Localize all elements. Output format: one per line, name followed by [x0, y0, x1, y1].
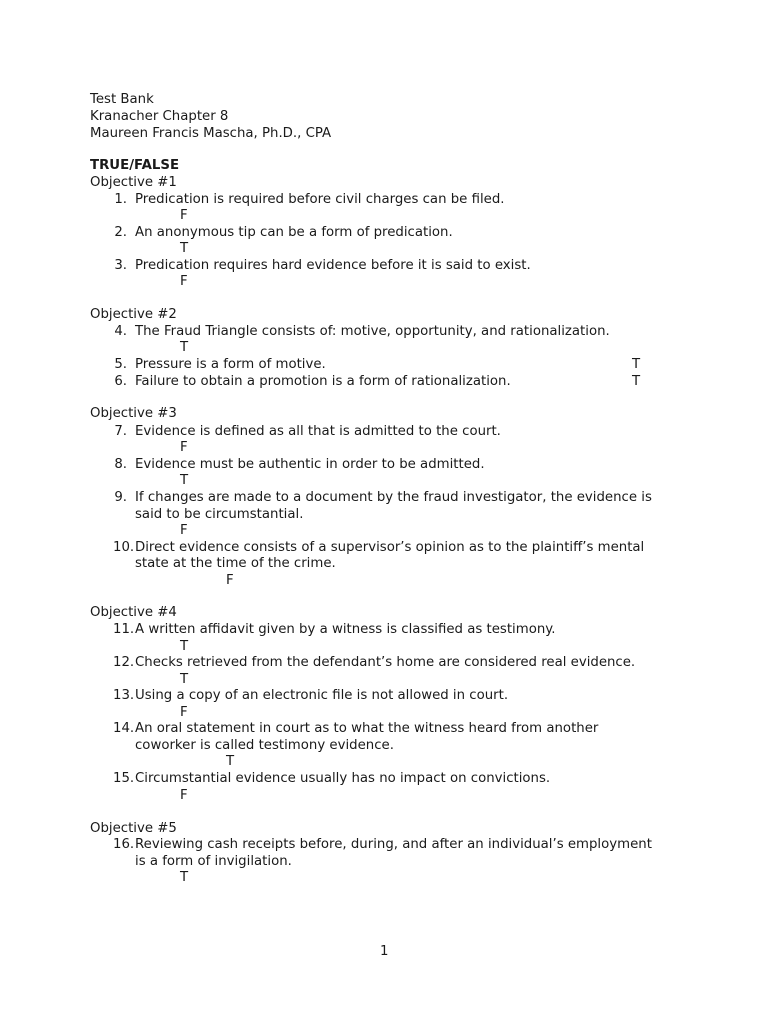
question-text: If changes are made to a document by the fraud investigator, the evidence is — [135, 490, 652, 505]
question-text: is a form of invigilation. — [135, 854, 292, 869]
question-text: A written affidavit given by a witness is classified as testimony. — [135, 622, 556, 637]
question-number: 11. — [113, 622, 135, 637]
question-text: Pressure is a form of motive. — [135, 357, 326, 372]
objective-label: Objective #3 — [90, 406, 177, 421]
question-number: 15. — [113, 771, 135, 786]
question-number: 14. — [113, 721, 135, 736]
question-number: 16. — [113, 837, 135, 852]
question-answer: F — [180, 440, 188, 455]
question-number: 8. — [114, 457, 127, 472]
question-answer: F — [180, 788, 188, 803]
question-number: 4. — [114, 324, 127, 339]
question-answer: T — [632, 357, 641, 372]
question-answer: T — [180, 340, 189, 355]
question-answer: T — [180, 473, 189, 488]
question-text: An oral statement in court as to what the witness heard from another — [135, 721, 599, 736]
question-text: Predication requires hard evidence before it is said to exist. — [135, 258, 531, 273]
section-title: TRUE/FALSE — [90, 158, 180, 173]
question-answer: T — [180, 241, 189, 256]
header-chapter: Kranacher Chapter 8 — [90, 109, 229, 124]
question-number: 3. — [114, 258, 127, 273]
question-number: 10. — [113, 540, 135, 555]
question-number: 2. — [114, 225, 127, 240]
page-number: 1 — [380, 944, 389, 959]
question-number: 13. — [113, 688, 135, 703]
objective-label: Objective #5 — [90, 821, 177, 836]
objective-label: Objective #4 — [90, 605, 177, 620]
question-number: 5. — [114, 357, 127, 372]
question-text: Checks retrieved from the defendant’s home are considered real evidence. — [135, 655, 636, 670]
question-answer: F — [180, 208, 188, 223]
question-number: 9. — [114, 490, 127, 505]
question-number: 1. — [114, 192, 127, 207]
question-answer: T — [180, 870, 189, 885]
question-answer: F — [180, 274, 188, 289]
question-number: 12. — [113, 655, 135, 670]
question-text: Direct evidence consists of a supervisor’s opinion as to the plaintiff’s mental — [135, 540, 645, 555]
question-text: Evidence is defined as all that is admitted to the court. — [135, 424, 501, 439]
question-answer: F — [226, 573, 234, 588]
objective-label: Objective #1 — [90, 175, 177, 190]
question-text: coworker is called testimony evidence. — [135, 738, 394, 753]
question-text: Evidence must be authentic in order to be admitted. — [135, 457, 485, 472]
question-number: 6. — [114, 374, 127, 389]
question-text: Using a copy of an electronic file is not allowed in court. — [135, 688, 509, 703]
question-text: Failure to obtain a promotion is a form of rationalization. — [135, 374, 511, 389]
question-answer: F — [180, 705, 188, 720]
header-author: Maureen Francis Mascha, Ph.D., CPA — [90, 126, 332, 141]
question-text: The Fraud Triangle consists of: motive, opportunity, and rationalization. — [135, 324, 610, 339]
question-number: 7. — [114, 424, 127, 439]
question-text: Predication is required before civil charges can be filed. — [135, 192, 505, 207]
question-answer: T — [226, 754, 235, 769]
question-answer: T — [180, 639, 189, 654]
question-answer: T — [632, 374, 641, 389]
question-text: state at the time of the crime. — [135, 556, 336, 571]
question-text: Reviewing cash receipts before, during, and after an individual’s employment — [135, 837, 652, 852]
question-text: said to be circumstantial. — [135, 507, 304, 522]
header-title: Test Bank — [90, 92, 154, 107]
question-text: An anonymous tip can be a form of predication. — [135, 225, 453, 240]
question-text: Circumstantial evidence usually has no impact on convictions. — [135, 771, 551, 786]
question-answer: F — [180, 523, 188, 538]
question-answer: T — [180, 672, 189, 687]
objective-label: Objective #2 — [90, 307, 177, 322]
